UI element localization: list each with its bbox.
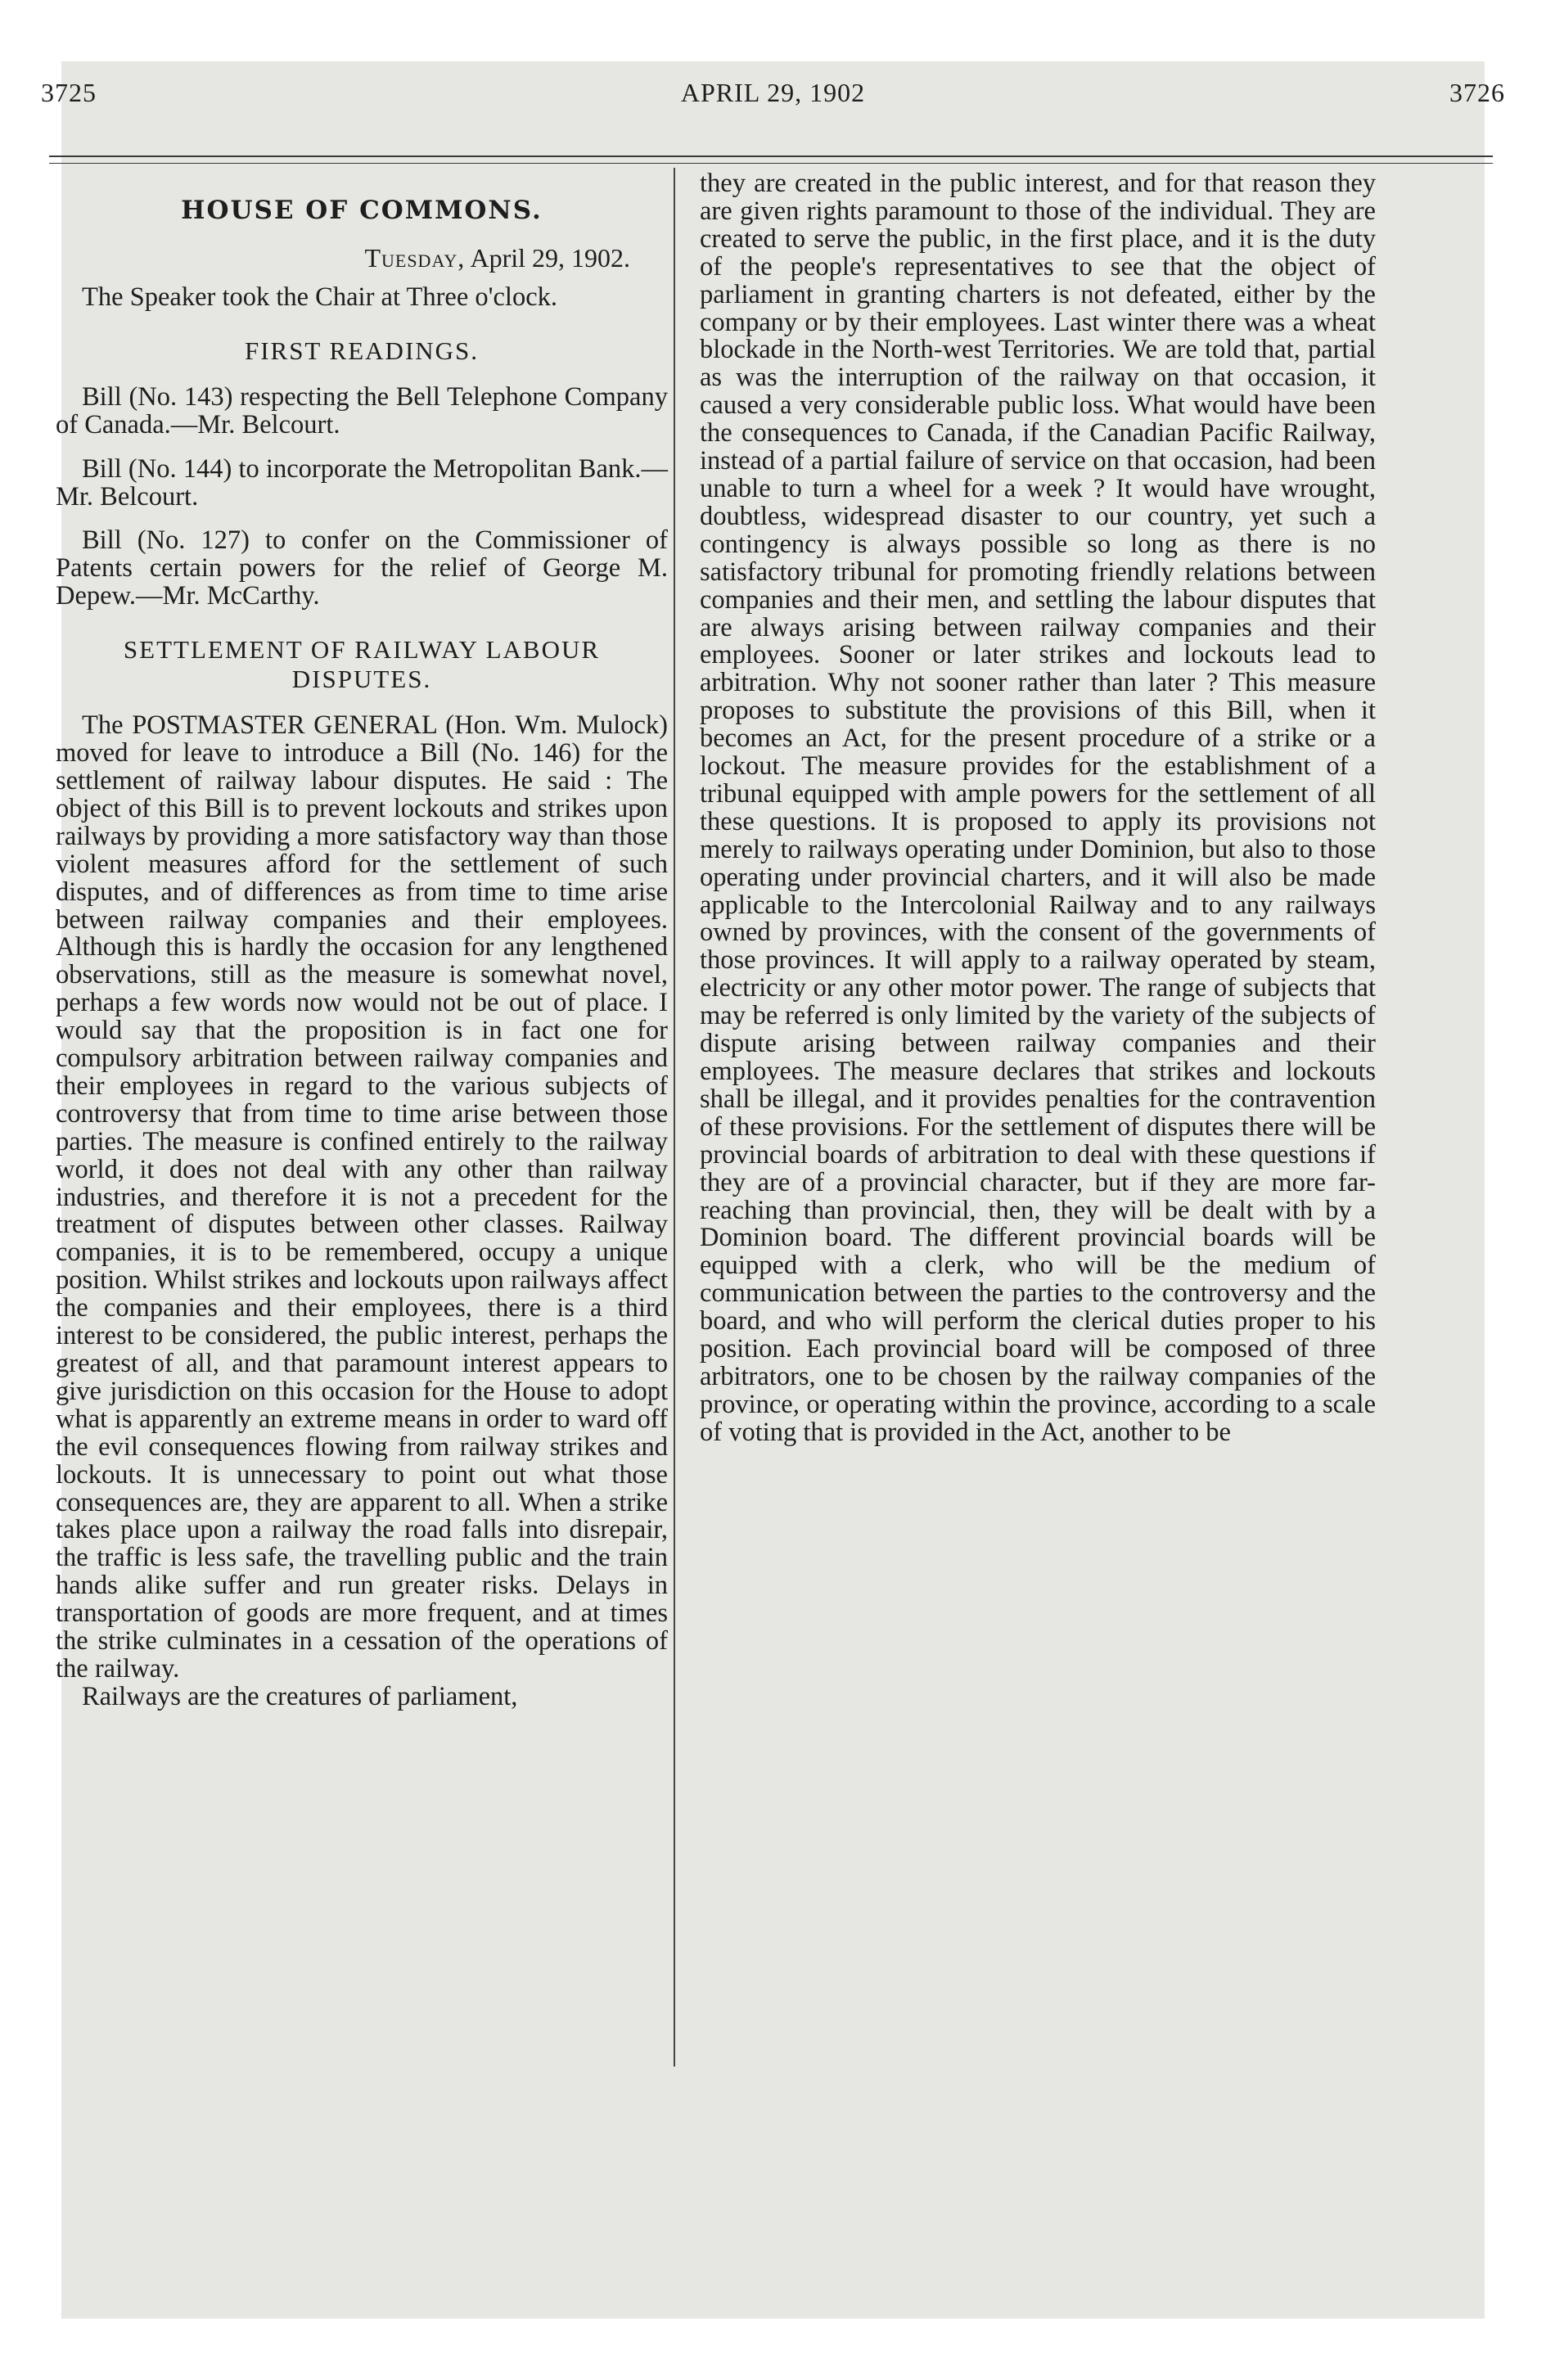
left-column bbox=[56, 168, 668, 1711]
bill-144: Bill (No. 144) to incorporate the Metropolitan Bank.—Mr. Belcourt. bbox=[56, 453, 668, 512]
railways-paragraph: Railways are the creatures of parliament, bbox=[82, 1681, 518, 1711]
page-number-right: 3726 bbox=[1449, 78, 1505, 107]
right-paragraph: they are created in the public interest, and for that reason they are given rights paramount to those of the individual. They are created to serve the public, in the first place, and it is the duty of the people's representatives to see that the object of parliament in granting charters is not defeated, either by the company or by their employees. Last winter there was a wheat blockade in the North-west Territories. We are told that, partial as was the interruption of the railway on that occasion, it caused a very considerable public loss. What would have been the consequences to Canada, if the Canadian Pacific Railway, instead of a partial failure of service on that occasion, had been unable to turn a wheel for a week ? It would have wrought, doubtless, widespread disaster to our country, yet such a contingency is always possible so long as there is no satisfactory tribunal for promoting friendly relations between companies and their men, and settling the labour disputes that are always arising between railway companies and their employees. Sooner or later strikes and lockouts lead to arbitration. Why not sooner rather than later ? This measure proposes to substitute the provisions of this Bill, when it becomes an Act, for the present procedure of a strike or a lockout. The measure provides for the establishment of a tribunal equipped with ample powers for the settlement of all these questions. It is proposed to apply its provisions not merely to railways operating under Dominion, but also to those operating under provincial charters, and it will also be made applicable to the Intercolonial Railway and to any railways owned by provinces, with the consent of the governments of those provinces. It will apply to a railway operated by steam, electricity or any other motor power. The range of subjects that may be referred is only limited by the variety of the subjects of dispute arising between railway companies and their employees. The measure declares that strikes and lockouts shall be illegal, and it provides penalties for the contravention of these provisions. For the settlement of disputes there will be provincial boards of arbitration to deal with these questions if they are of a provincial character, but if they are more far-reaching than provincial, then, they will be dealt with by a Dominion board. The different provincial boards will be equipped with a clerk, who will be the medium of communication between the parties to the controversy and the board, and who will perform the clerical duties proper to his position. Each provincial board will be composed of three arbitrators, one to be chosen by the railway companies of the province, or operating within the province, according to a scale of voting that is provided in the Act, another to be bbox=[700, 169, 1376, 1447]
house-title: HOUSE OF COMMONS. bbox=[181, 196, 543, 225]
first-readings-heading: FIRST READINGS. bbox=[244, 336, 480, 365]
speaker-paragraph: The Speaker took the Chair at Three o'clock. bbox=[82, 282, 558, 312]
header-date: APRIL 29, 1902 bbox=[680, 78, 866, 107]
running-header bbox=[41, 78, 1505, 119]
bill-127: Bill (No. 127) to confer on the Commissioner of Patents certain powers for the relief of George M. Depew.—Mr. McCarthy. bbox=[56, 525, 668, 611]
header-rule bbox=[49, 156, 1493, 157]
sitting-day: Tuesday, bbox=[364, 243, 466, 273]
sitting-date-rest: April 29, 1902. bbox=[465, 243, 630, 273]
right-column bbox=[700, 170, 1376, 1447]
settlement-heading: SETTLEMENT OF RAILWAY LABOUR DISPUTES. bbox=[123, 635, 601, 694]
page-number-left: 3725 bbox=[41, 78, 97, 107]
sitting-date bbox=[56, 245, 630, 273]
column-divider bbox=[674, 168, 675, 2067]
postmaster-paragraph: The POSTMASTER GENERAL (Hon. Wm. Mulock) moved for leave to introduce a Bill (No. 146) for the settlement of railway labour disputes. He said : The object of this Bill is to prevent lockouts and strikes upon railways by providing a more satisfactory way than those violent measures afford for the settlement of such disputes, and of differences as from time to time arise between railway companies and their employees. Although this is hardly the occasion for any lengthened observations, still as the measure is somewhat novel, perhaps a few words now would not be out of place. I would say that the proposition is in fact one for compulsory arbitration between railway companies and their employees in regard to the various subjects of controversy that from time to time arise between those parties. The measure is confined entirely to the railway world, it does not deal with any other than railway industries, and therefore it is not a precedent for the treatment of disputes between other classes. Railway companies, it is to be remembered, occupy a unique position. Whilst strikes and lockouts upon railways affect the companies and their employees, there is a third interest to be considered, the public interest, perhaps the greatest of all, and that paramount interest appears to give jurisdiction on this occasion for the House to adopt what is apparently an extreme means in order to ward off the evil consequences flowing from railway strikes and lockouts. It is unnecessary to point out what those consequences are, they are apparent to all. When a strike takes place upon a railway the road falls into disrepair, the traffic is less safe, the travelling public and the train hands alike suffer and run greater risks. Delays in transportation of goods are more frequent, and at times the strike culminates in a cessation of the operations of the railway. bbox=[56, 710, 668, 1684]
header-rule-thin bbox=[49, 163, 1493, 164]
bill-143: Bill (No. 143) respecting the Bell Telephone Company of Canada.—Mr. Belcourt. bbox=[56, 381, 668, 439]
